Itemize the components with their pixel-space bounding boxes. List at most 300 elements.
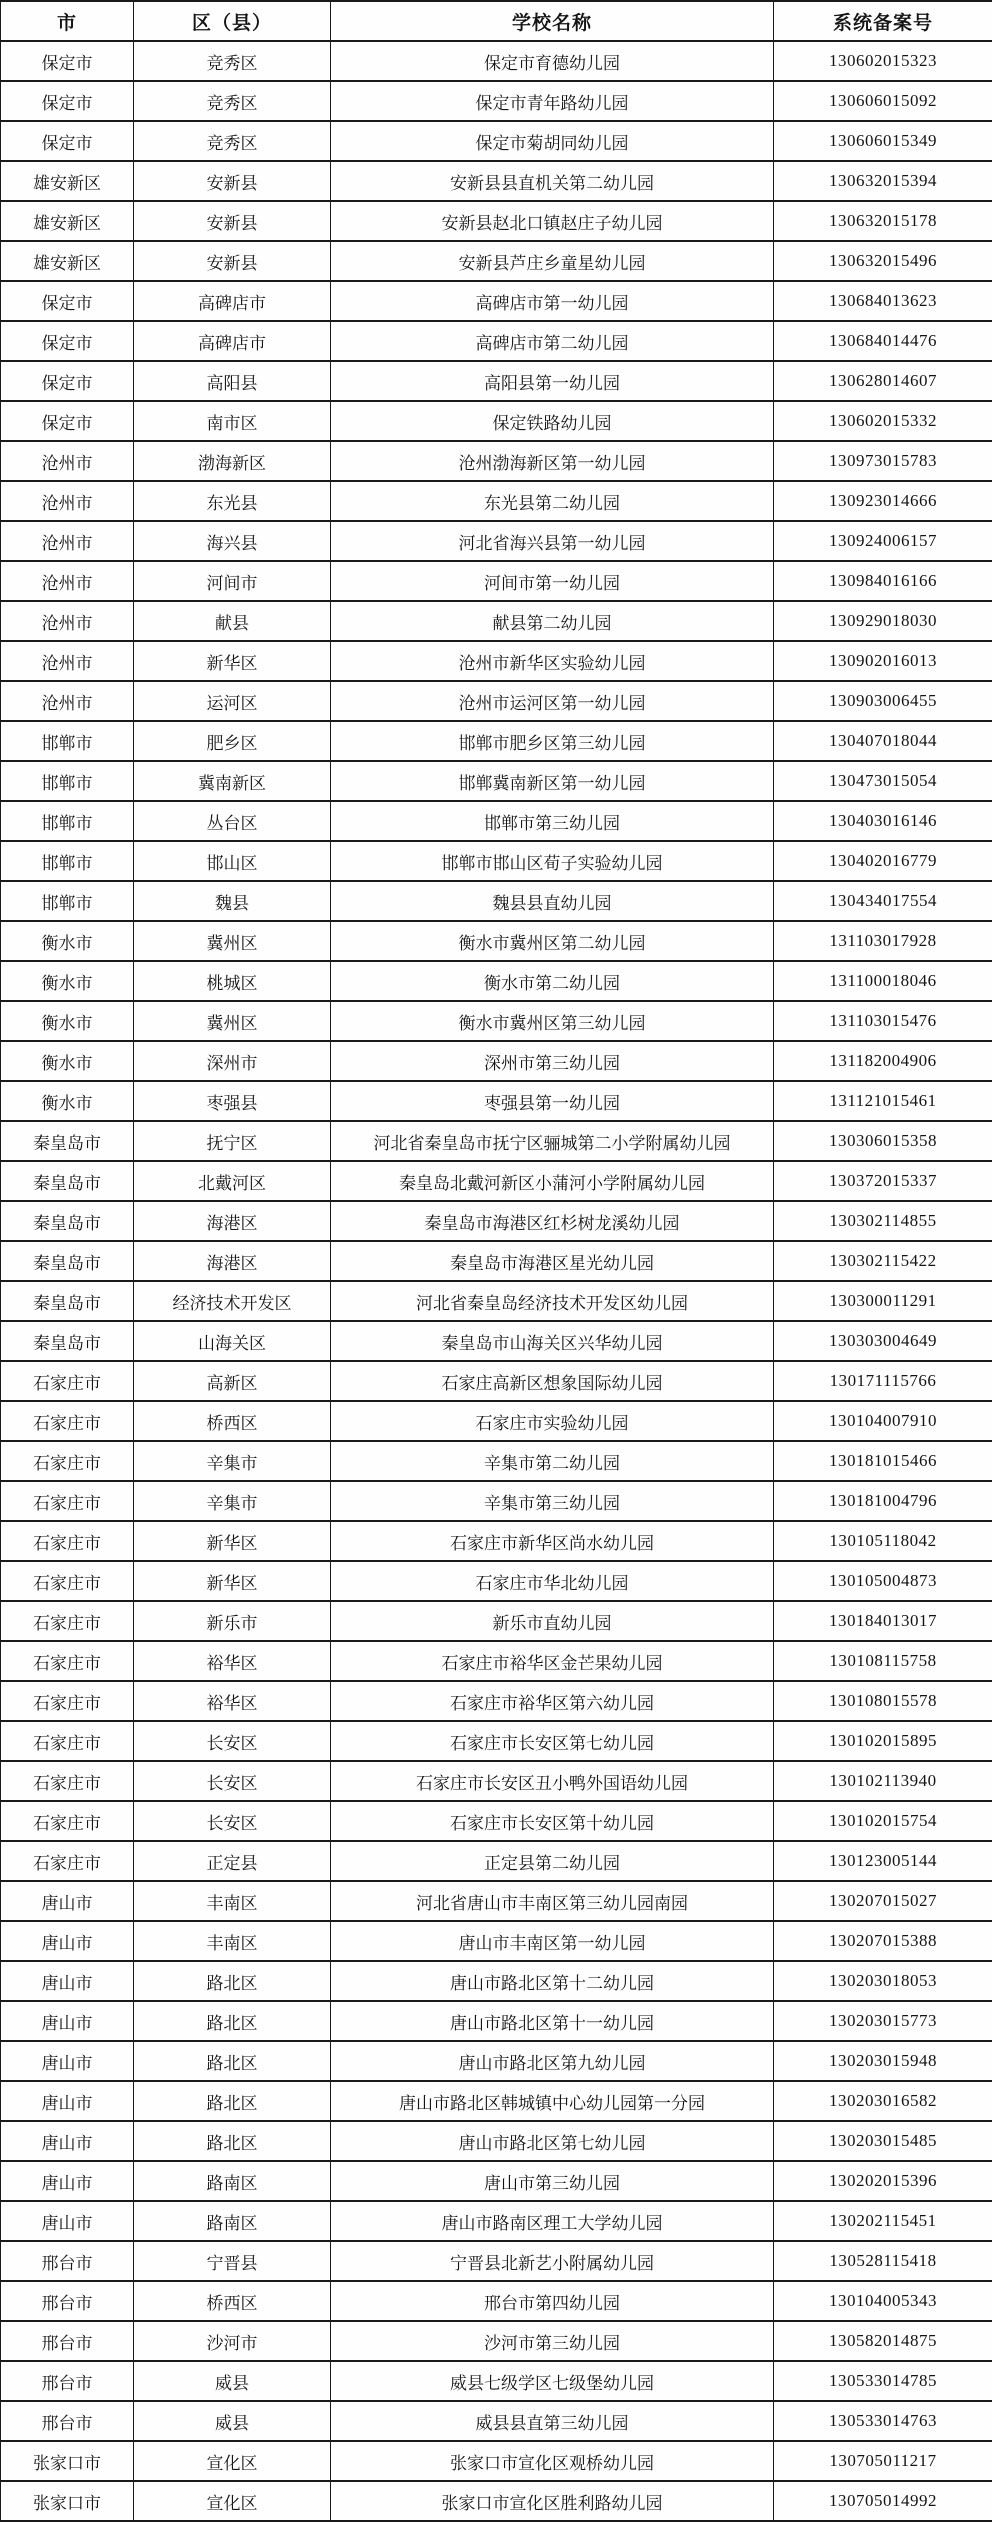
table-row: [1, 561, 992, 601]
record-number-cell: 131103017928: [774, 921, 992, 961]
school-name-cell: 唐山市路北区第七幼儿园: [331, 2121, 774, 2161]
record-number-cell: 130181004796: [774, 1481, 992, 1521]
school-name-cell: 辛集市第二幼儿园: [331, 1441, 774, 1481]
table-row: [1, 1161, 992, 1201]
table-row: [1, 721, 992, 761]
school-name-cell: 高碑店市第一幼儿园: [331, 281, 774, 321]
record-number-cell: 130407018044: [774, 721, 992, 761]
city-cell: 衡水市: [1, 921, 134, 961]
city-cell: 石家庄市: [1, 1721, 134, 1761]
district-cell: 路北区: [134, 1961, 331, 2001]
district-cell: 北戴河区: [134, 1161, 331, 1201]
school-name-cell: 唐山市路北区第十一幼儿园: [331, 2001, 774, 2041]
city-cell: 唐山市: [1, 2081, 134, 2121]
record-number-cell: 130628014607: [774, 361, 992, 401]
table-row: [1, 1441, 992, 1481]
table-row: [1, 1881, 992, 1921]
city-cell: 沧州市: [1, 521, 134, 561]
table-row: [1, 2281, 992, 2321]
record-number-cell: 130202015396: [774, 2161, 992, 2201]
district-cell: 海港区: [134, 1241, 331, 1281]
record-number-cell: 130902016013: [774, 641, 992, 681]
record-number-cell: 130528115418: [774, 2241, 992, 2281]
district-cell: 高碑店市: [134, 321, 331, 361]
district-cell: 丰南区: [134, 1881, 331, 1921]
table-row: [1, 1841, 992, 1881]
record-number-cell: 130203018053: [774, 1961, 992, 2001]
table-row: [1, 481, 992, 521]
table-row: [1, 361, 992, 401]
district-cell: 枣强县: [134, 1081, 331, 1121]
district-cell: 东光县: [134, 481, 331, 521]
table-row: [1, 2201, 992, 2241]
header-city: 市: [1, 1, 134, 41]
school-name-cell: 河北省秦皇岛市抚宁区骊城第二小学附属幼儿园: [331, 1121, 774, 1161]
record-number-cell: 131103015476: [774, 1001, 992, 1041]
district-cell: 新华区: [134, 1561, 331, 1601]
table-row: [1, 841, 992, 881]
district-cell: 经济技术开发区: [134, 1281, 331, 1321]
table-row: [1, 801, 992, 841]
district-cell: 宣化区: [134, 2481, 331, 2521]
city-cell: 石家庄市: [1, 1441, 134, 1481]
district-cell: 竞秀区: [134, 41, 331, 81]
table-row: [1, 41, 992, 81]
district-cell: 威县: [134, 2361, 331, 2401]
city-cell: 邢台市: [1, 2401, 134, 2441]
district-cell: 长安区: [134, 1801, 331, 1841]
table-row: [1, 761, 992, 801]
table-row: [1, 2441, 992, 2481]
city-cell: 邢台市: [1, 2361, 134, 2401]
record-number-cell: 130606015092: [774, 81, 992, 121]
table-row: [1, 1521, 992, 1561]
school-name-cell: 张家口市宣化区观桥幼儿园: [331, 2441, 774, 2481]
district-cell: 裕华区: [134, 1681, 331, 1721]
district-cell: 新乐市: [134, 1601, 331, 1641]
record-number-cell: 130203016582: [774, 2081, 992, 2121]
record-number-cell: 130973015783: [774, 441, 992, 481]
city-cell: 唐山市: [1, 1961, 134, 2001]
school-name-cell: 沧州渤海新区第一幼儿园: [331, 441, 774, 481]
city-cell: 邯郸市: [1, 881, 134, 921]
city-cell: 衡水市: [1, 1041, 134, 1081]
school-name-cell: 石家庄市裕华区第六幼儿园: [331, 1681, 774, 1721]
table-row: [1, 281, 992, 321]
school-name-cell: 宁晋县北新艺小附属幼儿园: [331, 2241, 774, 2281]
city-cell: 衡水市: [1, 1001, 134, 1041]
school-name-cell: 衡水市冀州区第三幼儿园: [331, 1001, 774, 1041]
school-name-cell: 石家庄市新华区尚水幼儿园: [331, 1521, 774, 1561]
record-number-cell: 130171115766: [774, 1361, 992, 1401]
city-cell: 秦皇岛市: [1, 1201, 134, 1241]
table-row: [1, 1561, 992, 1601]
school-name-cell: 秦皇岛市海港区红杉树龙溪幼儿园: [331, 1201, 774, 1241]
school-name-cell: 石家庄市长安区丑小鸭外国语幼儿园: [331, 1761, 774, 1801]
district-cell: 海兴县: [134, 521, 331, 561]
district-cell: 安新县: [134, 201, 331, 241]
school-name-cell: 安新县县直机关第二幼儿园: [331, 161, 774, 201]
school-name-cell: 保定市菊胡同幼儿园: [331, 121, 774, 161]
district-cell: 宁晋县: [134, 2241, 331, 2281]
district-cell: 正定县: [134, 1841, 331, 1881]
table-row: [1, 441, 992, 481]
city-cell: 秦皇岛市: [1, 1241, 134, 1281]
district-cell: 冀州区: [134, 1001, 331, 1041]
school-name-cell: 石家庄市长安区第十幼儿园: [331, 1801, 774, 1841]
table-row: [1, 2321, 992, 2361]
city-cell: 沧州市: [1, 441, 134, 481]
table-row: [1, 2041, 992, 2081]
school-name-cell: 河间市第一幼儿园: [331, 561, 774, 601]
district-cell: 长安区: [134, 1721, 331, 1761]
school-name-cell: 唐山市路南区理工大学幼儿园: [331, 2201, 774, 2241]
school-name-cell: 唐山市第三幼儿园: [331, 2161, 774, 2201]
city-cell: 衡水市: [1, 1081, 134, 1121]
district-cell: 深州市: [134, 1041, 331, 1081]
table-row: [1, 1241, 992, 1281]
table-row: [1, 2361, 992, 2401]
school-name-cell: 新乐市直幼儿园: [331, 1601, 774, 1641]
school-name-cell: 沧州市新华区实验幼儿园: [331, 641, 774, 681]
record-number-cell: 130402016779: [774, 841, 992, 881]
school-name-cell: 保定铁路幼儿园: [331, 401, 774, 441]
city-cell: 唐山市: [1, 1921, 134, 1961]
table-row: [1, 601, 992, 641]
city-cell: 张家口市: [1, 2481, 134, 2521]
table-row: [1, 121, 992, 161]
city-cell: 沧州市: [1, 481, 134, 521]
record-number-cell: 130632015496: [774, 241, 992, 281]
district-cell: 冀南新区: [134, 761, 331, 801]
record-number-cell: 130705011217: [774, 2441, 992, 2481]
table-row: [1, 2081, 992, 2121]
record-number-cell: 130929018030: [774, 601, 992, 641]
district-cell: 威县: [134, 2401, 331, 2441]
school-name-cell: 献县第二幼儿园: [331, 601, 774, 641]
school-name-cell: 东光县第二幼儿园: [331, 481, 774, 521]
record-number-cell: 130123005144: [774, 1841, 992, 1881]
header-district-county: 区（县）: [134, 1, 331, 41]
district-cell: 安新县: [134, 161, 331, 201]
school-name-cell: 河北省唐山市丰南区第三幼儿园南园: [331, 1881, 774, 1921]
city-cell: 秦皇岛市: [1, 1281, 134, 1321]
district-cell: 献县: [134, 601, 331, 641]
table-row: [1, 2481, 992, 2521]
record-number-cell: 130705014992: [774, 2481, 992, 2521]
school-name-cell: 张家口市宣化区胜利路幼儿园: [331, 2481, 774, 2521]
district-cell: 高新区: [134, 1361, 331, 1401]
school-name-cell: 威县七级学区七级堡幼儿园: [331, 2361, 774, 2401]
city-cell: 保定市: [1, 361, 134, 401]
table-row: [1, 401, 992, 441]
school-name-cell: 威县县直第三幼儿园: [331, 2401, 774, 2441]
record-number-cell: 130903006455: [774, 681, 992, 721]
city-cell: 邢台市: [1, 2321, 134, 2361]
table-row: [1, 1961, 992, 2001]
record-number-cell: 130184013017: [774, 1601, 992, 1641]
district-cell: 辛集市: [134, 1481, 331, 1521]
school-name-cell: 保定市青年路幼儿园: [331, 81, 774, 121]
city-cell: 雄安新区: [1, 161, 134, 201]
district-cell: 路北区: [134, 2041, 331, 2081]
city-cell: 雄安新区: [1, 241, 134, 281]
school-name-cell: 河北省海兴县第一幼儿园: [331, 521, 774, 561]
header-record-number: 系统备案号: [774, 1, 992, 41]
table-row: [1, 2241, 992, 2281]
city-cell: 保定市: [1, 321, 134, 361]
district-cell: 肥乡区: [134, 721, 331, 761]
school-name-cell: 秦皇岛北戴河新区小蒲河小学附属幼儿园: [331, 1161, 774, 1201]
city-cell: 沧州市: [1, 601, 134, 641]
table-row: [1, 321, 992, 361]
district-cell: 河间市: [134, 561, 331, 601]
city-cell: 石家庄市: [1, 1561, 134, 1601]
table-row: [1, 81, 992, 121]
record-number-cell: 130104007910: [774, 1401, 992, 1441]
city-cell: 唐山市: [1, 1881, 134, 1921]
table-row: [1, 161, 992, 201]
record-number-cell: 130102015754: [774, 1801, 992, 1841]
city-cell: 唐山市: [1, 2001, 134, 2041]
school-name-cell: 河北省秦皇岛经济技术开发区幼儿园: [331, 1281, 774, 1321]
table-row: [1, 1121, 992, 1161]
header-school-name: 学校名称: [331, 1, 774, 41]
school-name-cell: 唐山市路北区第十二幼儿园: [331, 1961, 774, 2001]
city-cell: 石家庄市: [1, 1601, 134, 1641]
school-name-cell: 安新县赵北口镇赵庄子幼儿园: [331, 201, 774, 241]
table-row: [1, 1721, 992, 1761]
record-number-cell: 130372015337: [774, 1161, 992, 1201]
table-row: [1, 1321, 992, 1361]
city-cell: 邢台市: [1, 2241, 134, 2281]
city-cell: 石家庄市: [1, 1841, 134, 1881]
school-name-cell: 衡水市第二幼儿园: [331, 961, 774, 1001]
school-name-cell: 邯郸市肥乡区第三幼儿园: [331, 721, 774, 761]
record-number-cell: 130102015895: [774, 1721, 992, 1761]
record-number-cell: 130207015027: [774, 1881, 992, 1921]
header-row: [1, 1, 992, 41]
table-row: [1, 2001, 992, 2041]
district-cell: 高阳县: [134, 361, 331, 401]
record-number-cell: 130202115451: [774, 2201, 992, 2241]
district-cell: 新华区: [134, 641, 331, 681]
city-cell: 石家庄市: [1, 1401, 134, 1441]
district-cell: 冀州区: [134, 921, 331, 961]
table-row: [1, 921, 992, 961]
school-name-cell: 保定市育德幼儿园: [331, 41, 774, 81]
record-number-cell: 130203015773: [774, 2001, 992, 2041]
city-cell: 雄安新区: [1, 201, 134, 241]
district-cell: 渤海新区: [134, 441, 331, 481]
table-row: [1, 1201, 992, 1241]
district-cell: 宣化区: [134, 2441, 331, 2481]
city-cell: 邯郸市: [1, 721, 134, 761]
school-name-cell: 邯郸市邯山区荀子实验幼儿园: [331, 841, 774, 881]
record-number-cell: 130203015948: [774, 2041, 992, 2081]
record-number-cell: 130602015323: [774, 41, 992, 81]
district-cell: 邯山区: [134, 841, 331, 881]
table-row: [1, 201, 992, 241]
record-number-cell: 130533014785: [774, 2361, 992, 2401]
district-cell: 运河区: [134, 681, 331, 721]
city-cell: 邯郸市: [1, 761, 134, 801]
record-number-cell: 131121015461: [774, 1081, 992, 1121]
school-name-cell: 石家庄高新区想象国际幼儿园: [331, 1361, 774, 1401]
district-cell: 桥西区: [134, 2281, 331, 2321]
school-name-cell: 沧州市运河区第一幼儿园: [331, 681, 774, 721]
district-cell: 裕华区: [134, 1641, 331, 1681]
school-name-cell: 辛集市第三幼儿园: [331, 1481, 774, 1521]
record-number-cell: 130923014666: [774, 481, 992, 521]
school-name-cell: 邢台市第四幼儿园: [331, 2281, 774, 2321]
table-row: [1, 241, 992, 281]
school-name-cell: 石家庄市长安区第七幼儿园: [331, 1721, 774, 1761]
record-number-cell: 130303004649: [774, 1321, 992, 1361]
district-cell: 丰南区: [134, 1921, 331, 1961]
record-number-cell: 130108015578: [774, 1681, 992, 1721]
district-cell: 新华区: [134, 1521, 331, 1561]
city-cell: 唐山市: [1, 2201, 134, 2241]
record-number-cell: 130105004873: [774, 1561, 992, 1601]
district-cell: 海港区: [134, 1201, 331, 1241]
school-name-cell: 衡水市冀州区第二幼儿园: [331, 921, 774, 961]
record-number-cell: 130203015485: [774, 2121, 992, 2161]
record-number-cell: 130582014875: [774, 2321, 992, 2361]
school-name-cell: 唐山市路北区韩城镇中心幼儿园第一分园: [331, 2081, 774, 2121]
district-cell: 长安区: [134, 1761, 331, 1801]
table-row: [1, 2121, 992, 2161]
city-cell: 邯郸市: [1, 841, 134, 881]
school-name-cell: 秦皇岛市山海关区兴华幼儿园: [331, 1321, 774, 1361]
school-name-cell: 沙河市第三幼儿园: [331, 2321, 774, 2361]
table-row: [1, 1601, 992, 1641]
record-number-cell: 130533014763: [774, 2401, 992, 2441]
record-number-cell: 130606015349: [774, 121, 992, 161]
record-number-cell: 130473015054: [774, 761, 992, 801]
city-cell: 邯郸市: [1, 801, 134, 841]
school-name-cell: 正定县第二幼儿园: [331, 1841, 774, 1881]
record-number-cell: 130302114855: [774, 1201, 992, 1241]
table-row: [1, 1041, 992, 1081]
city-cell: 石家庄市: [1, 1521, 134, 1561]
district-cell: 竞秀区: [134, 121, 331, 161]
school-name-cell: 深州市第三幼儿园: [331, 1041, 774, 1081]
table-row: [1, 2161, 992, 2201]
table-row: [1, 1481, 992, 1521]
city-cell: 秦皇岛市: [1, 1121, 134, 1161]
table-row: [1, 1641, 992, 1681]
record-number-cell: 130684014476: [774, 321, 992, 361]
record-number-cell: 131182004906: [774, 1041, 992, 1081]
city-cell: 保定市: [1, 121, 134, 161]
city-cell: 邢台市: [1, 2281, 134, 2321]
city-cell: 衡水市: [1, 961, 134, 1001]
table-row: [1, 521, 992, 561]
district-cell: 安新县: [134, 241, 331, 281]
city-cell: 沧州市: [1, 561, 134, 601]
city-cell: 张家口市: [1, 2441, 134, 2481]
city-cell: 保定市: [1, 401, 134, 441]
city-cell: 石家庄市: [1, 1481, 134, 1521]
city-cell: 唐山市: [1, 2161, 134, 2201]
district-cell: 路南区: [134, 2161, 331, 2201]
school-name-cell: 唐山市丰南区第一幼儿园: [331, 1921, 774, 1961]
table-row: [1, 1001, 992, 1041]
table-row: [1, 1761, 992, 1801]
record-number-cell: 130300011291: [774, 1281, 992, 1321]
table-row: [1, 2401, 992, 2441]
table-row: [1, 1801, 992, 1841]
table-row: [1, 961, 992, 1001]
record-number-cell: 130302115422: [774, 1241, 992, 1281]
school-name-cell: 邯郸冀南新区第一幼儿园: [331, 761, 774, 801]
district-cell: 桃城区: [134, 961, 331, 1001]
city-cell: 保定市: [1, 41, 134, 81]
school-name-cell: 魏县县直幼儿园: [331, 881, 774, 921]
city-cell: 沧州市: [1, 641, 134, 681]
record-number-cell: 130602015332: [774, 401, 992, 441]
table-row: [1, 1281, 992, 1321]
district-cell: 魏县: [134, 881, 331, 921]
school-name-cell: 石家庄市华北幼儿园: [331, 1561, 774, 1601]
district-cell: 沙河市: [134, 2321, 331, 2361]
school-name-cell: 唐山市路北区第九幼儿园: [331, 2041, 774, 2081]
district-cell: 路北区: [134, 2081, 331, 2121]
record-number-cell: 130632015394: [774, 161, 992, 201]
record-number-cell: 131100018046: [774, 961, 992, 1001]
table-body: [1, 41, 992, 2521]
district-cell: 路北区: [134, 2001, 331, 2041]
school-name-cell: 枣强县第一幼儿园: [331, 1081, 774, 1121]
school-name-cell: 秦皇岛市海港区星光幼儿园: [331, 1241, 774, 1281]
table-row: [1, 641, 992, 681]
district-cell: 高碑店市: [134, 281, 331, 321]
district-cell: 南市区: [134, 401, 331, 441]
record-number-cell: 130207015388: [774, 1921, 992, 1961]
table-row: [1, 1401, 992, 1441]
district-cell: 辛集市: [134, 1441, 331, 1481]
record-number-cell: 130105118042: [774, 1521, 992, 1561]
school-name-cell: 邯郸市第三幼儿园: [331, 801, 774, 841]
record-number-cell: 130924006157: [774, 521, 992, 561]
district-cell: 山海关区: [134, 1321, 331, 1361]
city-cell: 唐山市: [1, 2041, 134, 2081]
table-row: [1, 1081, 992, 1121]
school-name-cell: 安新县芦庄乡童星幼儿园: [331, 241, 774, 281]
record-number-cell: 130104005343: [774, 2281, 992, 2321]
record-number-cell: 130102113940: [774, 1761, 992, 1801]
record-number-cell: 130108115758: [774, 1641, 992, 1681]
record-number-cell: 130306015358: [774, 1121, 992, 1161]
district-cell: 竞秀区: [134, 81, 331, 121]
record-number-cell: 130632015178: [774, 201, 992, 241]
district-cell: 路南区: [134, 2201, 331, 2241]
city-cell: 保定市: [1, 81, 134, 121]
school-name-cell: 石家庄市裕华区金芒果幼儿园: [331, 1641, 774, 1681]
city-cell: 石家庄市: [1, 1801, 134, 1841]
city-cell: 石家庄市: [1, 1681, 134, 1721]
district-cell: 丛台区: [134, 801, 331, 841]
school-name-cell: 石家庄市实验幼儿园: [331, 1401, 774, 1441]
table-row: [1, 1681, 992, 1721]
record-number-cell: 130984016166: [774, 561, 992, 601]
city-cell: 石家庄市: [1, 1361, 134, 1401]
district-cell: 路北区: [134, 2121, 331, 2161]
record-number-cell: 130434017554: [774, 881, 992, 921]
record-number-cell: 130403016146: [774, 801, 992, 841]
record-number-cell: 130181015466: [774, 1441, 992, 1481]
